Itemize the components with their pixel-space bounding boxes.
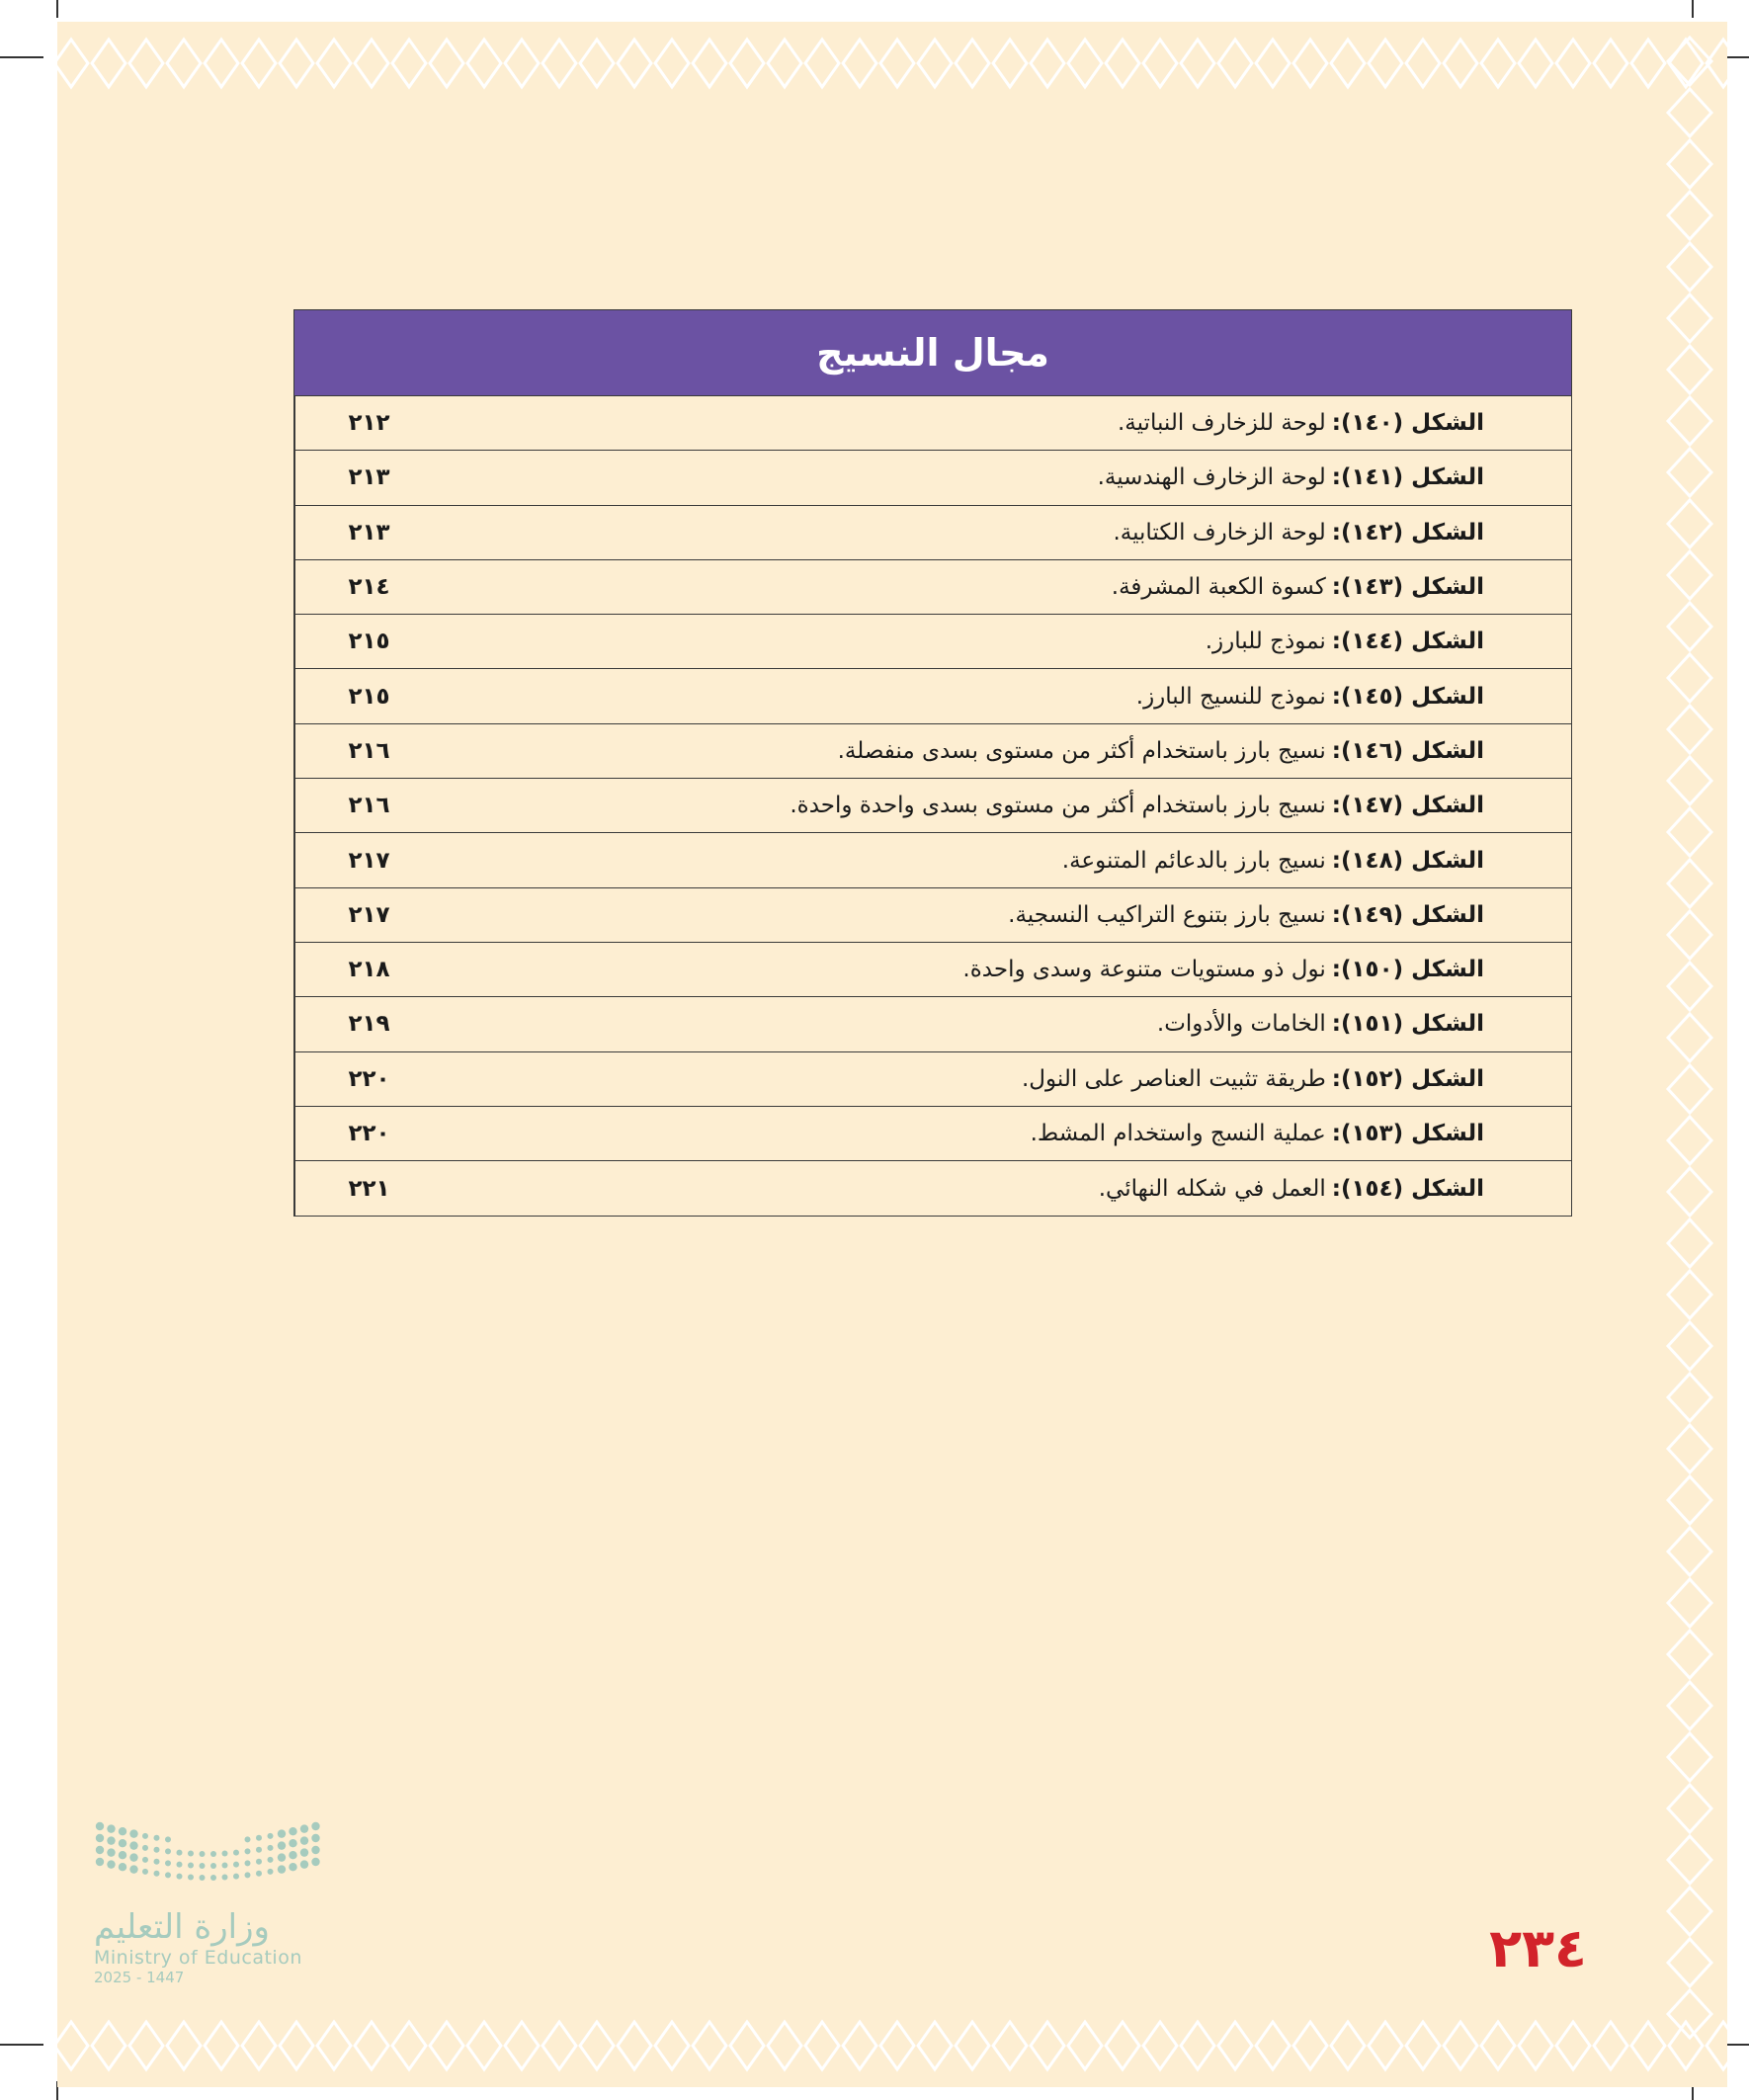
border-diamond: [542, 2022, 576, 2069]
border-diamond: [1406, 40, 1440, 87]
border-diamond: [129, 40, 163, 87]
figure-caption-cell: [443, 396, 1571, 450]
figure-caption: طريقة تثبيت العناصر على النول.: [1021, 1065, 1326, 1092]
border-diamond: [1668, 1425, 1711, 1472]
figure-label: الشكل (١٤٧):: [1331, 793, 1484, 819]
figure-caption: نسيج بارز باستخدام أكثر من مستوى بسدى منفصلة.: [837, 737, 1326, 764]
page-ref-cell: ٢١٤: [294, 560, 443, 614]
border-diamond: [1106, 2022, 1139, 2069]
figure-caption: نول ذو مستويات متنوعة وسدى واحدة.: [962, 957, 1326, 983]
border-diamond: [618, 40, 651, 87]
border-diamond: [993, 40, 1027, 87]
ministry-logo-icon: [94, 1818, 321, 1897]
figure-caption-cell: [443, 1107, 1571, 1160]
figure-caption: عملية النسج واستخدام المشط.: [1030, 1121, 1326, 1146]
border-diamond: [880, 40, 914, 87]
border-diamond: [1668, 1990, 1711, 2038]
border-diamond: [1444, 2022, 1477, 2069]
border-diamond: [1668, 397, 1711, 445]
border-diamond: [1668, 1733, 1711, 1781]
border-diamond: [1481, 40, 1515, 87]
border-diamond: [1707, 2022, 1727, 2069]
border-diamond: [693, 40, 726, 87]
border-diamond: [1668, 1682, 1711, 1729]
logo-year: 2025 - 1447: [94, 1969, 185, 1986]
figure-caption: نموذج للبارز.: [1205, 629, 1326, 655]
page-ref-cell: ٢١٣: [294, 451, 443, 504]
figure-label: الشكل (١٤٦):: [1331, 737, 1484, 764]
table-row: [294, 1052, 1571, 1107]
table-row: [294, 506, 1571, 560]
table-row: [294, 943, 1571, 997]
crop-mark: [56, 0, 58, 18]
logo-english-name: Ministry of Education: [94, 1947, 302, 1969]
page-ref-cell: ٢٢٠: [294, 1107, 443, 1160]
border-diamond: [1181, 40, 1214, 87]
border-diamond: [1668, 500, 1711, 547]
table-row: [294, 451, 1571, 505]
border-diamond: [1293, 2022, 1327, 2069]
border-diamond: [1668, 911, 1711, 959]
border-diamond: [1256, 40, 1290, 87]
border-diamond: [1668, 449, 1711, 496]
page-ref-cell: ٢١٥: [294, 669, 443, 722]
border-diamond: [57, 2022, 88, 2069]
border-diamond: [843, 2022, 876, 2069]
border-diamond: [1331, 40, 1365, 87]
border-diamond: [1668, 963, 1711, 1010]
border-diamond: [805, 40, 839, 87]
figure-caption-cell: [443, 451, 1571, 504]
page-ref-cell: ٢١٦: [294, 724, 443, 778]
border-diamond: [57, 40, 88, 87]
border-diamond: [1668, 1528, 1711, 1575]
figure-caption: الخامات والأدوات.: [1156, 1011, 1326, 1038]
table-row: [294, 669, 1571, 723]
border-diamond: [280, 40, 313, 87]
page-ref-cell: ٢١٧: [294, 888, 443, 942]
border-diamond: [1631, 2022, 1665, 2069]
border-diamond: [1481, 2022, 1515, 2069]
border-diamond: [918, 40, 952, 87]
border-diamond: [467, 2022, 501, 2069]
border-diamond: [880, 2022, 914, 2069]
table-row: [294, 396, 1571, 451]
figure-caption: كسوة الكعبة المشرفة.: [1111, 574, 1326, 601]
border-diamond: [1668, 1219, 1711, 1267]
border-diamond: [92, 40, 125, 87]
border-diamond: [167, 40, 201, 87]
table-row: [294, 615, 1571, 669]
table-row: [294, 997, 1571, 1051]
border-diamond: [242, 2022, 276, 2069]
border-diamond: [430, 2022, 463, 2069]
figure-caption: نسيج بارز باستخدام أكثر من مستوى بسدى واحدة واحدة.: [790, 793, 1326, 819]
border-diamond: [1143, 40, 1177, 87]
border-diamond: [1668, 1322, 1711, 1370]
figure-caption: لوحة للزخارف النباتية.: [1117, 410, 1326, 437]
border-diamond: [1031, 40, 1064, 87]
figure-label: الشكل (١٤٣):: [1331, 574, 1484, 601]
border-diamond: [1218, 2022, 1252, 2069]
figures-table: [293, 309, 1572, 1217]
border-diamond: [505, 2022, 539, 2069]
border-diamond: [1293, 40, 1327, 87]
page-ref-cell: ٢١٣: [294, 506, 443, 559]
table-row: [294, 1161, 1571, 1216]
border-diamond: [1181, 2022, 1214, 2069]
border-diamond: [1668, 1476, 1711, 1524]
figure-label: الشكل (١٤٥):: [1331, 683, 1484, 710]
border-diamond: [768, 2022, 801, 2069]
figure-caption-cell: [443, 1161, 1571, 1216]
border-diamond: [1668, 1939, 1711, 1986]
border-diamond: [1668, 1117, 1711, 1164]
border-diamond: [1519, 2022, 1552, 2069]
page-number: ٢٣٤: [1489, 1917, 1587, 1979]
border-diamond: [1668, 243, 1711, 291]
border-diamond: [242, 40, 276, 87]
border-diamond: [1369, 2022, 1402, 2069]
page-ref-cell: ٢١٥: [294, 615, 443, 668]
figure-caption: نموذج للنسيج البارز.: [1135, 683, 1326, 710]
border-diamond: [1668, 1271, 1711, 1318]
figure-label: الشكل (١٤٤):: [1331, 629, 1484, 655]
border-diamond: [956, 2022, 989, 2069]
figure-caption: لوحة الزخارف الكتابية.: [1113, 519, 1326, 546]
border-diamond: [580, 40, 614, 87]
border-diamond: [805, 2022, 839, 2069]
figure-caption: نسيج بارز بتنوع التراكيب النسجية.: [1008, 901, 1326, 928]
border-diamond: [1668, 603, 1711, 650]
border-diamond: [1519, 40, 1552, 87]
border-diamond: [92, 2022, 125, 2069]
border-diamond: [1668, 1065, 1711, 1113]
border-diamond: [993, 2022, 1027, 2069]
border-diamond: [1668, 860, 1711, 907]
ministry-logo: [94, 1818, 321, 1986]
border-diamond: [1369, 40, 1402, 87]
border-diamond: [1668, 1888, 1711, 1935]
border-diamond: [467, 40, 501, 87]
figure-caption-cell: [443, 779, 1571, 832]
figure-label: الشكل (١٥١):: [1331, 1011, 1484, 1038]
crop-mark: [0, 2044, 43, 2046]
border-diamond: [1668, 1014, 1711, 1061]
border-diamond: [1556, 40, 1590, 87]
figure-label: الشكل (١٥٢):: [1331, 1065, 1484, 1092]
crop-mark: [1692, 0, 1694, 18]
border-diamond: [1594, 40, 1627, 87]
border-diamond: [1068, 2022, 1102, 2069]
border-diamond: [730, 40, 764, 87]
figure-caption-cell: [443, 997, 1571, 1050]
border-diamond: [655, 2022, 689, 2069]
figure-label: الشكل (١٥٤):: [1331, 1175, 1484, 1202]
page-ref-cell: ٢١٦: [294, 779, 443, 832]
figure-caption-cell: [443, 888, 1571, 942]
border-diamond: [430, 40, 463, 87]
border-diamond: [1031, 2022, 1064, 2069]
border-diamond: [730, 2022, 764, 2069]
border-diamond: [1444, 40, 1477, 87]
figure-label: الشكل (١٥٠):: [1331, 957, 1484, 983]
figure-caption: العمل في شكله النهائي.: [1098, 1175, 1326, 1202]
figure-label: الشكل (١٤٢):: [1331, 519, 1484, 546]
border-diamond: [918, 2022, 952, 2069]
figure-caption: نسيج بارز بالدعائم المتنوعة.: [1061, 847, 1326, 874]
border-diamond: [167, 2022, 201, 2069]
border-diamond: [505, 40, 539, 87]
border-diamond: [1106, 40, 1139, 87]
border-diamond: [1668, 654, 1711, 702]
border-diamond: [1631, 40, 1665, 87]
border-diamond: [655, 40, 689, 87]
border-diamond: [1668, 294, 1711, 342]
border-diamond: [317, 2022, 351, 2069]
border-diamond: [1668, 757, 1711, 804]
figure-caption-cell: [443, 615, 1571, 668]
border-diamond: [693, 2022, 726, 2069]
table-row: [294, 1107, 1571, 1161]
figure-caption-cell: [443, 560, 1571, 614]
border-diamond: [1143, 2022, 1177, 2069]
border-diamond: [355, 40, 388, 87]
border-diamond: [355, 2022, 388, 2069]
logo-arabic-name: وزارة التعليم: [94, 1907, 270, 1947]
border-diamond: [1668, 1631, 1711, 1678]
table-row: [294, 779, 1571, 833]
page-ref-cell: ٢٢١: [294, 1161, 443, 1216]
figure-caption-cell: [443, 669, 1571, 722]
figure-label: الشكل (١٥٣):: [1331, 1121, 1484, 1146]
border-diamond: [129, 2022, 163, 2069]
border-diamond: [1556, 2022, 1590, 2069]
border-diamond: [1668, 192, 1711, 239]
table-row: [294, 833, 1571, 887]
border-diamond: [1668, 1374, 1711, 1421]
border-diamond: [956, 40, 989, 87]
border-diamond: [1668, 706, 1711, 753]
border-diamond: [843, 40, 876, 87]
figure-caption-cell: [443, 833, 1571, 886]
table-row: [294, 724, 1571, 779]
crop-mark: [0, 56, 43, 58]
border-diamond: [1218, 40, 1252, 87]
figure-label: الشكل (١٤٩):: [1331, 901, 1484, 928]
page-ref-cell: ٢١٨: [294, 943, 443, 996]
border-diamond: [205, 40, 238, 87]
border-diamond: [392, 2022, 426, 2069]
section-title: مجال النسيج: [294, 310, 1571, 396]
border-diamond: [1668, 1785, 1711, 1832]
page-ref-cell: ٢١٢: [294, 396, 443, 450]
border-diamond: [1668, 1168, 1711, 1216]
figure-caption-cell: [443, 1052, 1571, 1106]
border-diamond: [768, 40, 801, 87]
border-diamond: [1668, 1836, 1711, 1884]
border-diamond: [1668, 89, 1711, 136]
border-diamond: [392, 40, 426, 87]
border-diamond: [1668, 808, 1711, 856]
border-diamond: [1406, 2022, 1440, 2069]
figure-caption-cell: [443, 724, 1571, 778]
border-diamond: [1331, 2022, 1365, 2069]
border-diamond: [618, 2022, 651, 2069]
figure-caption-cell: [443, 506, 1571, 559]
border-diamond: [205, 2022, 238, 2069]
figure-caption: لوحة الزخارف الهندسية.: [1097, 464, 1326, 491]
border-diamond: [1594, 2022, 1627, 2069]
border-diamond: [317, 40, 351, 87]
figure-label: الشكل (١٤٨):: [1331, 847, 1484, 874]
border-diamond: [1068, 40, 1102, 87]
border-diamond: [580, 2022, 614, 2069]
page-ref-cell: ٢٢٠: [294, 1052, 443, 1106]
border-diamond: [542, 40, 576, 87]
border-diamond: [1256, 2022, 1290, 2069]
page-ref-cell: ٢١٩: [294, 997, 443, 1050]
border-diamond: [1668, 1579, 1711, 1627]
border-diamond: [280, 2022, 313, 2069]
figure-label: الشكل (١٤٠):: [1331, 410, 1484, 437]
border-diamond: [1668, 551, 1711, 599]
page-ref-cell: ٢١٧: [294, 833, 443, 886]
table-row: [294, 560, 1571, 615]
border-diamond: [1668, 140, 1711, 188]
border-diamond: [1668, 346, 1711, 393]
table-row: [294, 888, 1571, 943]
figure-caption-cell: [443, 943, 1571, 996]
figure-label: الشكل (١٤١):: [1331, 464, 1484, 491]
